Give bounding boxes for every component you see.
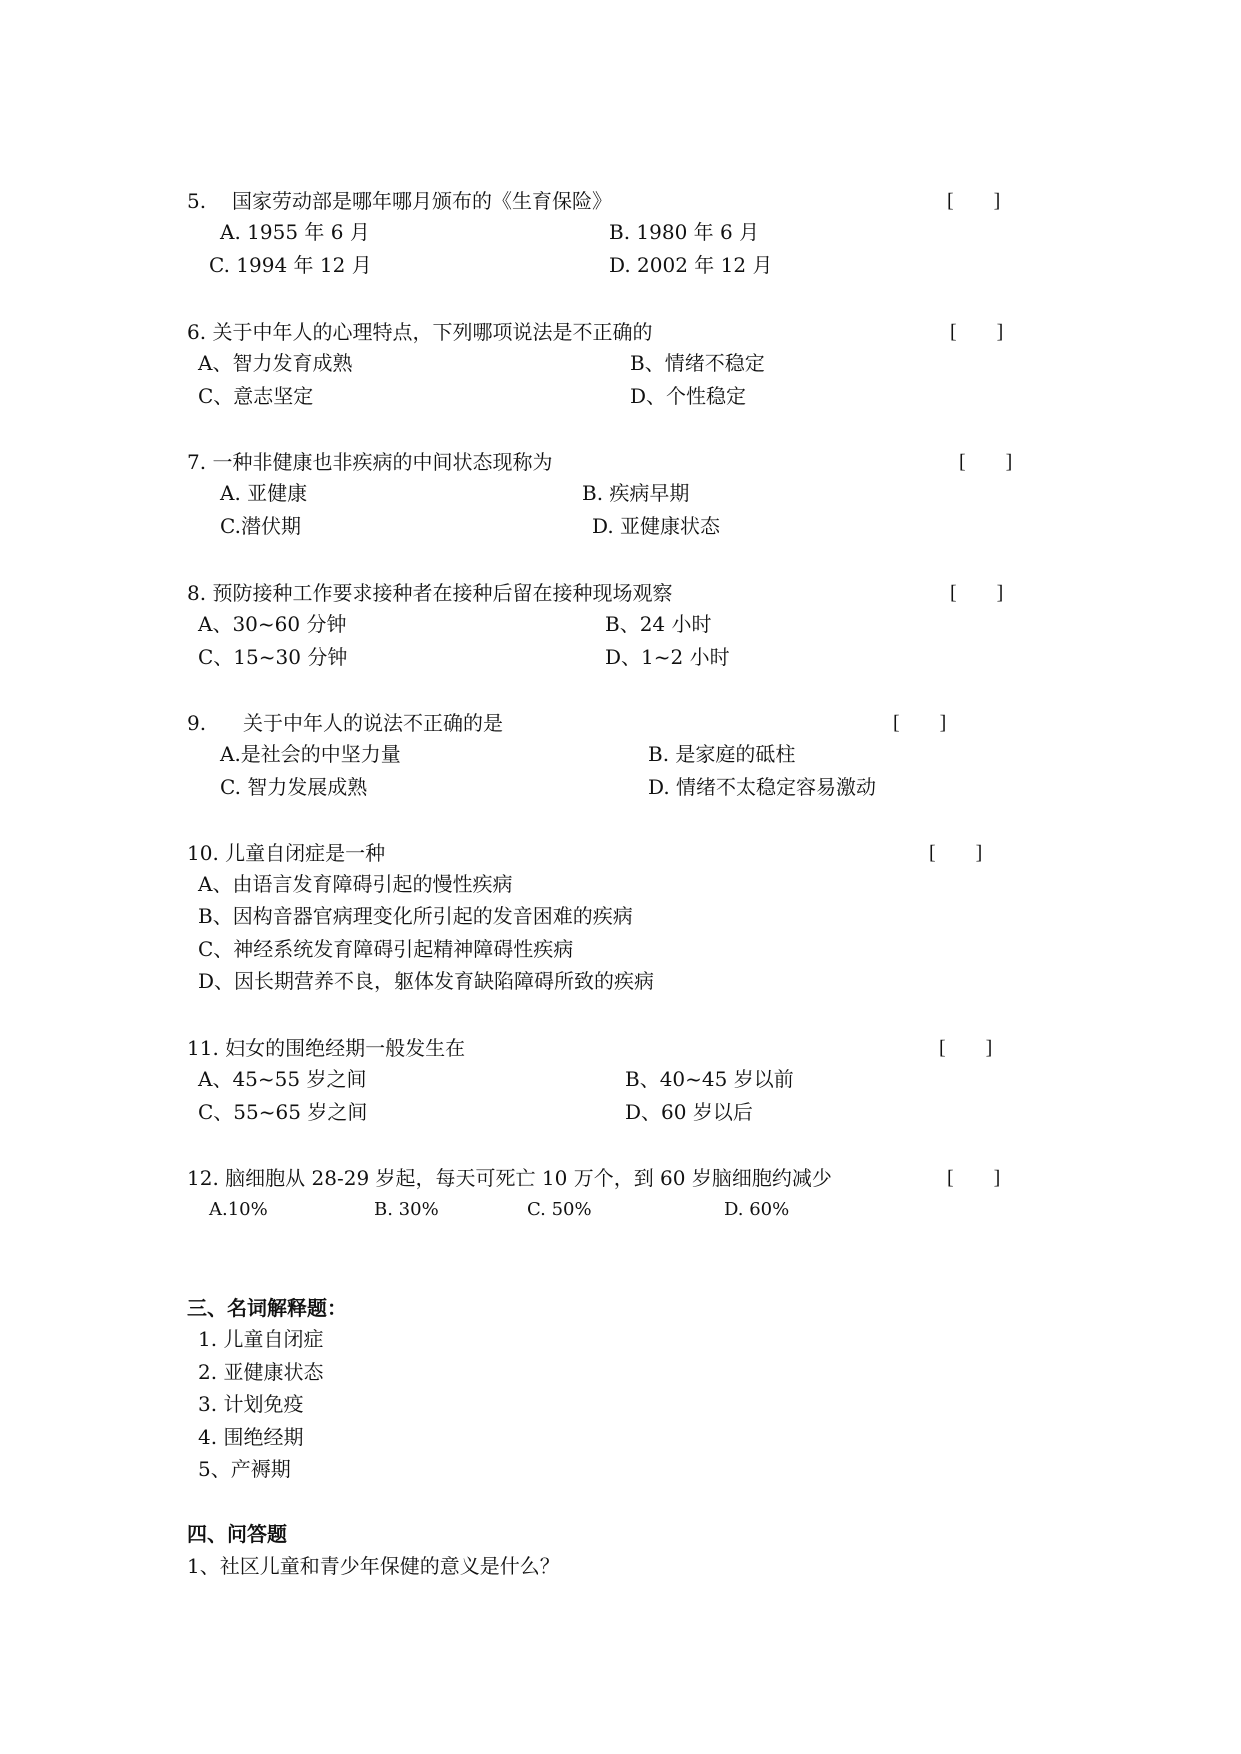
answer-bracket: [ ] xyxy=(947,190,1001,212)
answer-bracket: [ ] xyxy=(959,451,1013,473)
option-d: D、个性稳定 xyxy=(630,384,747,408)
answer-bracket: [ ] xyxy=(950,321,1004,343)
option-a: A. 亚健康 xyxy=(220,481,308,505)
option-c: C、15~30 分钟 xyxy=(198,645,348,669)
option-b: B. 30% xyxy=(374,1199,439,1220)
option-d: D. 情绪不太稳定容易激动 xyxy=(648,775,877,799)
option-d: D. 亚健康状态 xyxy=(592,514,721,538)
option-c: C、55~65 岁之间 xyxy=(198,1100,368,1124)
option-b: B、24 小时 xyxy=(605,612,712,636)
question-number: 5. xyxy=(187,189,207,213)
option-c: C. 50% xyxy=(527,1199,592,1220)
question-stem: 8. 预防接种工作要求接种者在接种后留在接种现场观察 xyxy=(187,581,673,605)
option-b: B、40~45 岁以前 xyxy=(625,1067,794,1091)
question-stem: 6. 关于中年人的心理特点，下列哪项说法是不正确的 xyxy=(187,320,653,344)
option-d: D、60 岁以后 xyxy=(625,1100,753,1124)
option-d: D、因长期营养不良，躯体发育缺陷障碍所致的疾病 xyxy=(198,969,655,993)
option-a: A、30~60 分钟 xyxy=(198,612,347,636)
question-stem: 7. 一种非健康也非疾病的中间状态现称为 xyxy=(187,450,553,474)
option-a: A.10% xyxy=(209,1199,268,1220)
answer-bracket: [ ] xyxy=(893,712,947,734)
option-d: D、1~2 小时 xyxy=(605,645,730,669)
question-stem: 国家劳动部是哪年哪月颁布的《生育保险》 xyxy=(232,189,612,213)
section-title: 四、问答题 xyxy=(187,1522,287,1546)
answer-bracket: [ ] xyxy=(947,1167,1001,1189)
answer-bracket: [ ] xyxy=(939,1037,993,1059)
option-c: C. 1994 年 12 月 xyxy=(209,253,372,277)
question-stem: 12. 脑细胞从 28-29 岁起，每天可死亡 10 万个，到 60 岁脑细胞约减少 xyxy=(187,1166,832,1190)
option-c: C、意志坚定 xyxy=(198,384,314,408)
option-b: B、因构音器官病理变化所引起的发音困难的疾病 xyxy=(198,904,633,928)
option-b: B. 1980 年 6 月 xyxy=(609,220,760,244)
option-d: D. 60% xyxy=(724,1199,790,1220)
list-item: 4. 围绝经期 xyxy=(198,1425,304,1449)
list-item: 1、社区儿童和青少年保健的意义是什么？ xyxy=(187,1554,560,1578)
option-c: C.潜伏期 xyxy=(220,514,301,538)
option-a: A、45~55 岁之间 xyxy=(198,1067,367,1091)
list-item: 5、产褥期 xyxy=(198,1457,291,1481)
option-a: A、由语言发育障碍引起的慢性疾病 xyxy=(198,872,513,896)
option-b: B. 是家庭的砥柱 xyxy=(648,742,796,766)
option-c: C、神经系统发育障碍引起精神障碍性疾病 xyxy=(198,937,574,961)
option-d: D. 2002 年 12 月 xyxy=(609,253,773,277)
answer-bracket: [ ] xyxy=(950,582,1004,604)
question-stem: 11. 妇女的围绝经期一般发生在 xyxy=(187,1036,466,1060)
answer-bracket: [ ] xyxy=(929,842,983,864)
section-title: 三、名词解释题： xyxy=(187,1296,347,1320)
option-a: A. 1955 年 6 月 xyxy=(220,220,370,244)
option-a: A、智力发育成熟 xyxy=(198,351,353,375)
list-item: 2. 亚健康状态 xyxy=(198,1360,324,1384)
option-b: B、情绪不稳定 xyxy=(630,351,765,375)
option-b: B. 疾病早期 xyxy=(582,481,690,505)
question-stem: 10. 儿童自闭症是一种 xyxy=(187,841,386,865)
option-a: A.是社会的中坚力量 xyxy=(220,742,401,766)
question-stem: 关于中年人的说法不正确的是 xyxy=(243,711,503,735)
list-item: 1. 儿童自闭症 xyxy=(198,1327,324,1351)
list-item: 3. 计划免疫 xyxy=(198,1392,304,1416)
option-c: C. 智力发展成熟 xyxy=(220,775,368,799)
question-number: 9. xyxy=(187,711,207,735)
